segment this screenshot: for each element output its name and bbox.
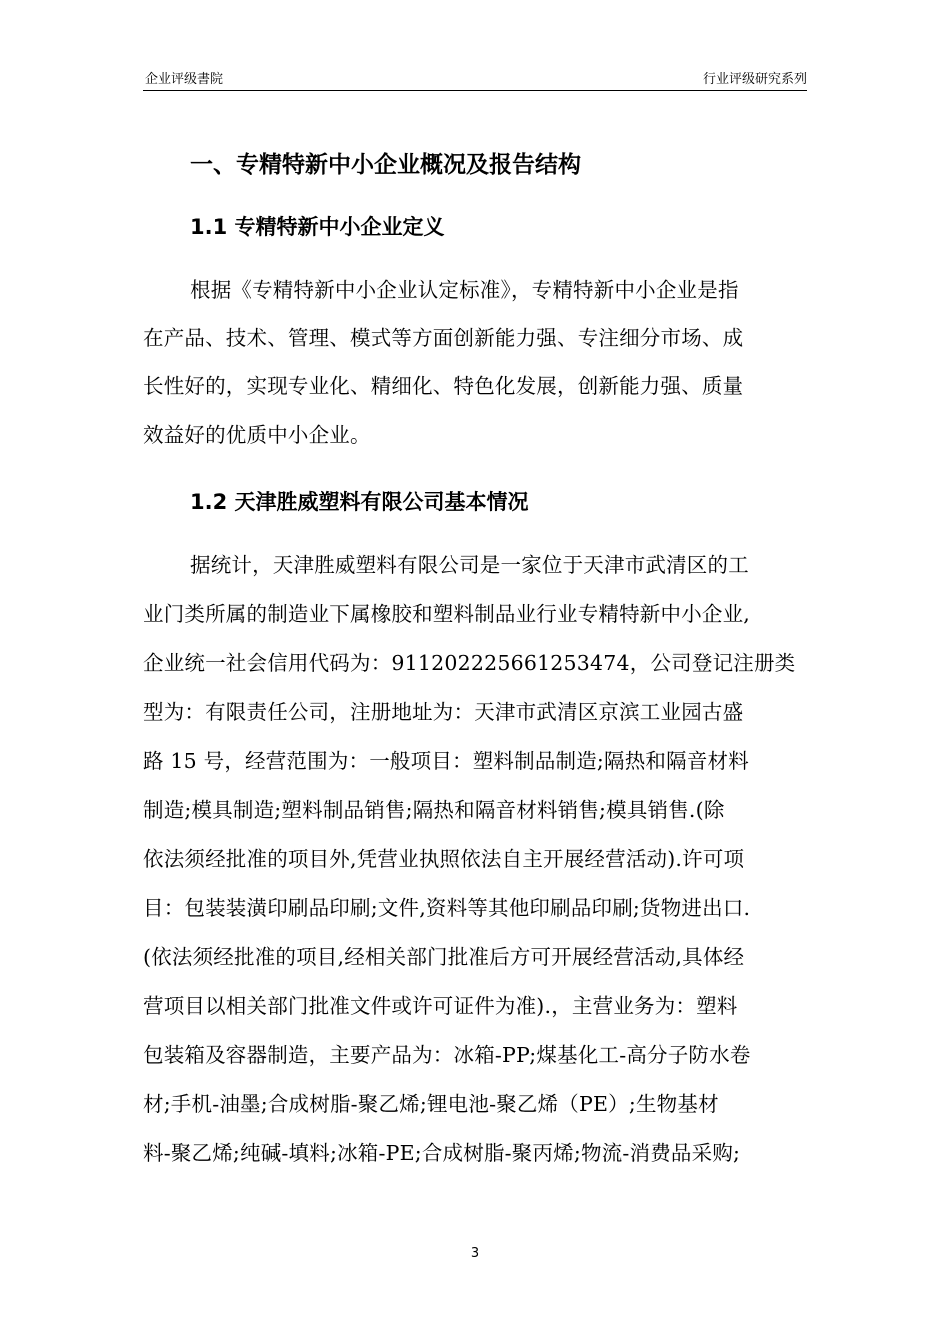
paragraph-line: (依法须经批准的项目,经相关部门批准后方可开展经营活动,具体经 — [143, 945, 745, 969]
paragraph-line: 包装箱及容器制造，主要产品为：冰箱-PP;煤基化工-高分子防水卷 — [143, 1043, 751, 1067]
paragraph-line: 企业统一社会信用代码为：911202225661253474，公司登记注册类 — [143, 651, 796, 675]
paragraph-line: 路 15 号，经营范围为：一般项目：塑料制品制造;隔热和隔音材料 — [143, 749, 749, 773]
paragraph-line: 业门类所属的制造业下属橡胶和塑料制品业行业专精特新中小企业, — [143, 602, 751, 626]
paragraph-line: 材;手机-油墨;合成树脂-聚乙烯;锂电池-聚乙烯（PE）;生物基材 — [143, 1092, 719, 1116]
paragraph-line: 据统计，天津胜威塑料有限公司是一家位于天津市武清区的工 — [190, 553, 749, 577]
section-heading-1-2: 1.2 天津胜威塑料有限公司基本情况 — [190, 490, 529, 514]
paragraph-line: 长性好的，实现专业化、精细化、特色化发展，创新能力强、质量 — [143, 374, 744, 398]
paragraph-line: 料-聚乙烯;纯碱-填料;冰箱-PE;合成树脂-聚丙烯;物流-消费品采购; — [143, 1141, 741, 1165]
section-heading-1-1: 1.1 专精特新中小企业定义 — [190, 215, 445, 239]
paragraph-line: 营项目以相关部门批准文件或许可证件为准).，主营业务为：塑料 — [143, 994, 738, 1018]
paragraph-line: 在产品、技术、管理、模式等方面创新能力强、专注细分市场、成 — [143, 326, 744, 350]
chapter-title: 一、专精特新中小企业概况及报告结构 — [190, 152, 581, 178]
header-left-text: 企业评级書院 — [145, 72, 224, 87]
header-right-text: 行业评级研究系列 — [702, 72, 807, 87]
paragraph-line: 制造;模具制造;塑料制品销售;隔热和隔音材料销售;模具销售.(除 — [143, 798, 725, 822]
paragraph-line: 依法须经批准的项目外,凭营业执照依法自主开展经营活动).许可项 — [143, 847, 745, 871]
paragraph-line: 目：包装装潢印刷品印刷;文件,资料等其他印刷品印刷;货物进出口. — [143, 896, 751, 920]
paragraph-line: 根据《专精特新中小企业认定标准》，专精特新中小企业是指 — [190, 278, 739, 302]
paragraph-line: 型为：有限责任公司，注册地址为：天津市武清区京滨工业园古盛 — [143, 700, 744, 724]
page-header — [143, 64, 807, 91]
paragraph-line: 效益好的优质中小企业。 — [143, 423, 371, 447]
page-number: 3 — [470, 1246, 480, 1261]
